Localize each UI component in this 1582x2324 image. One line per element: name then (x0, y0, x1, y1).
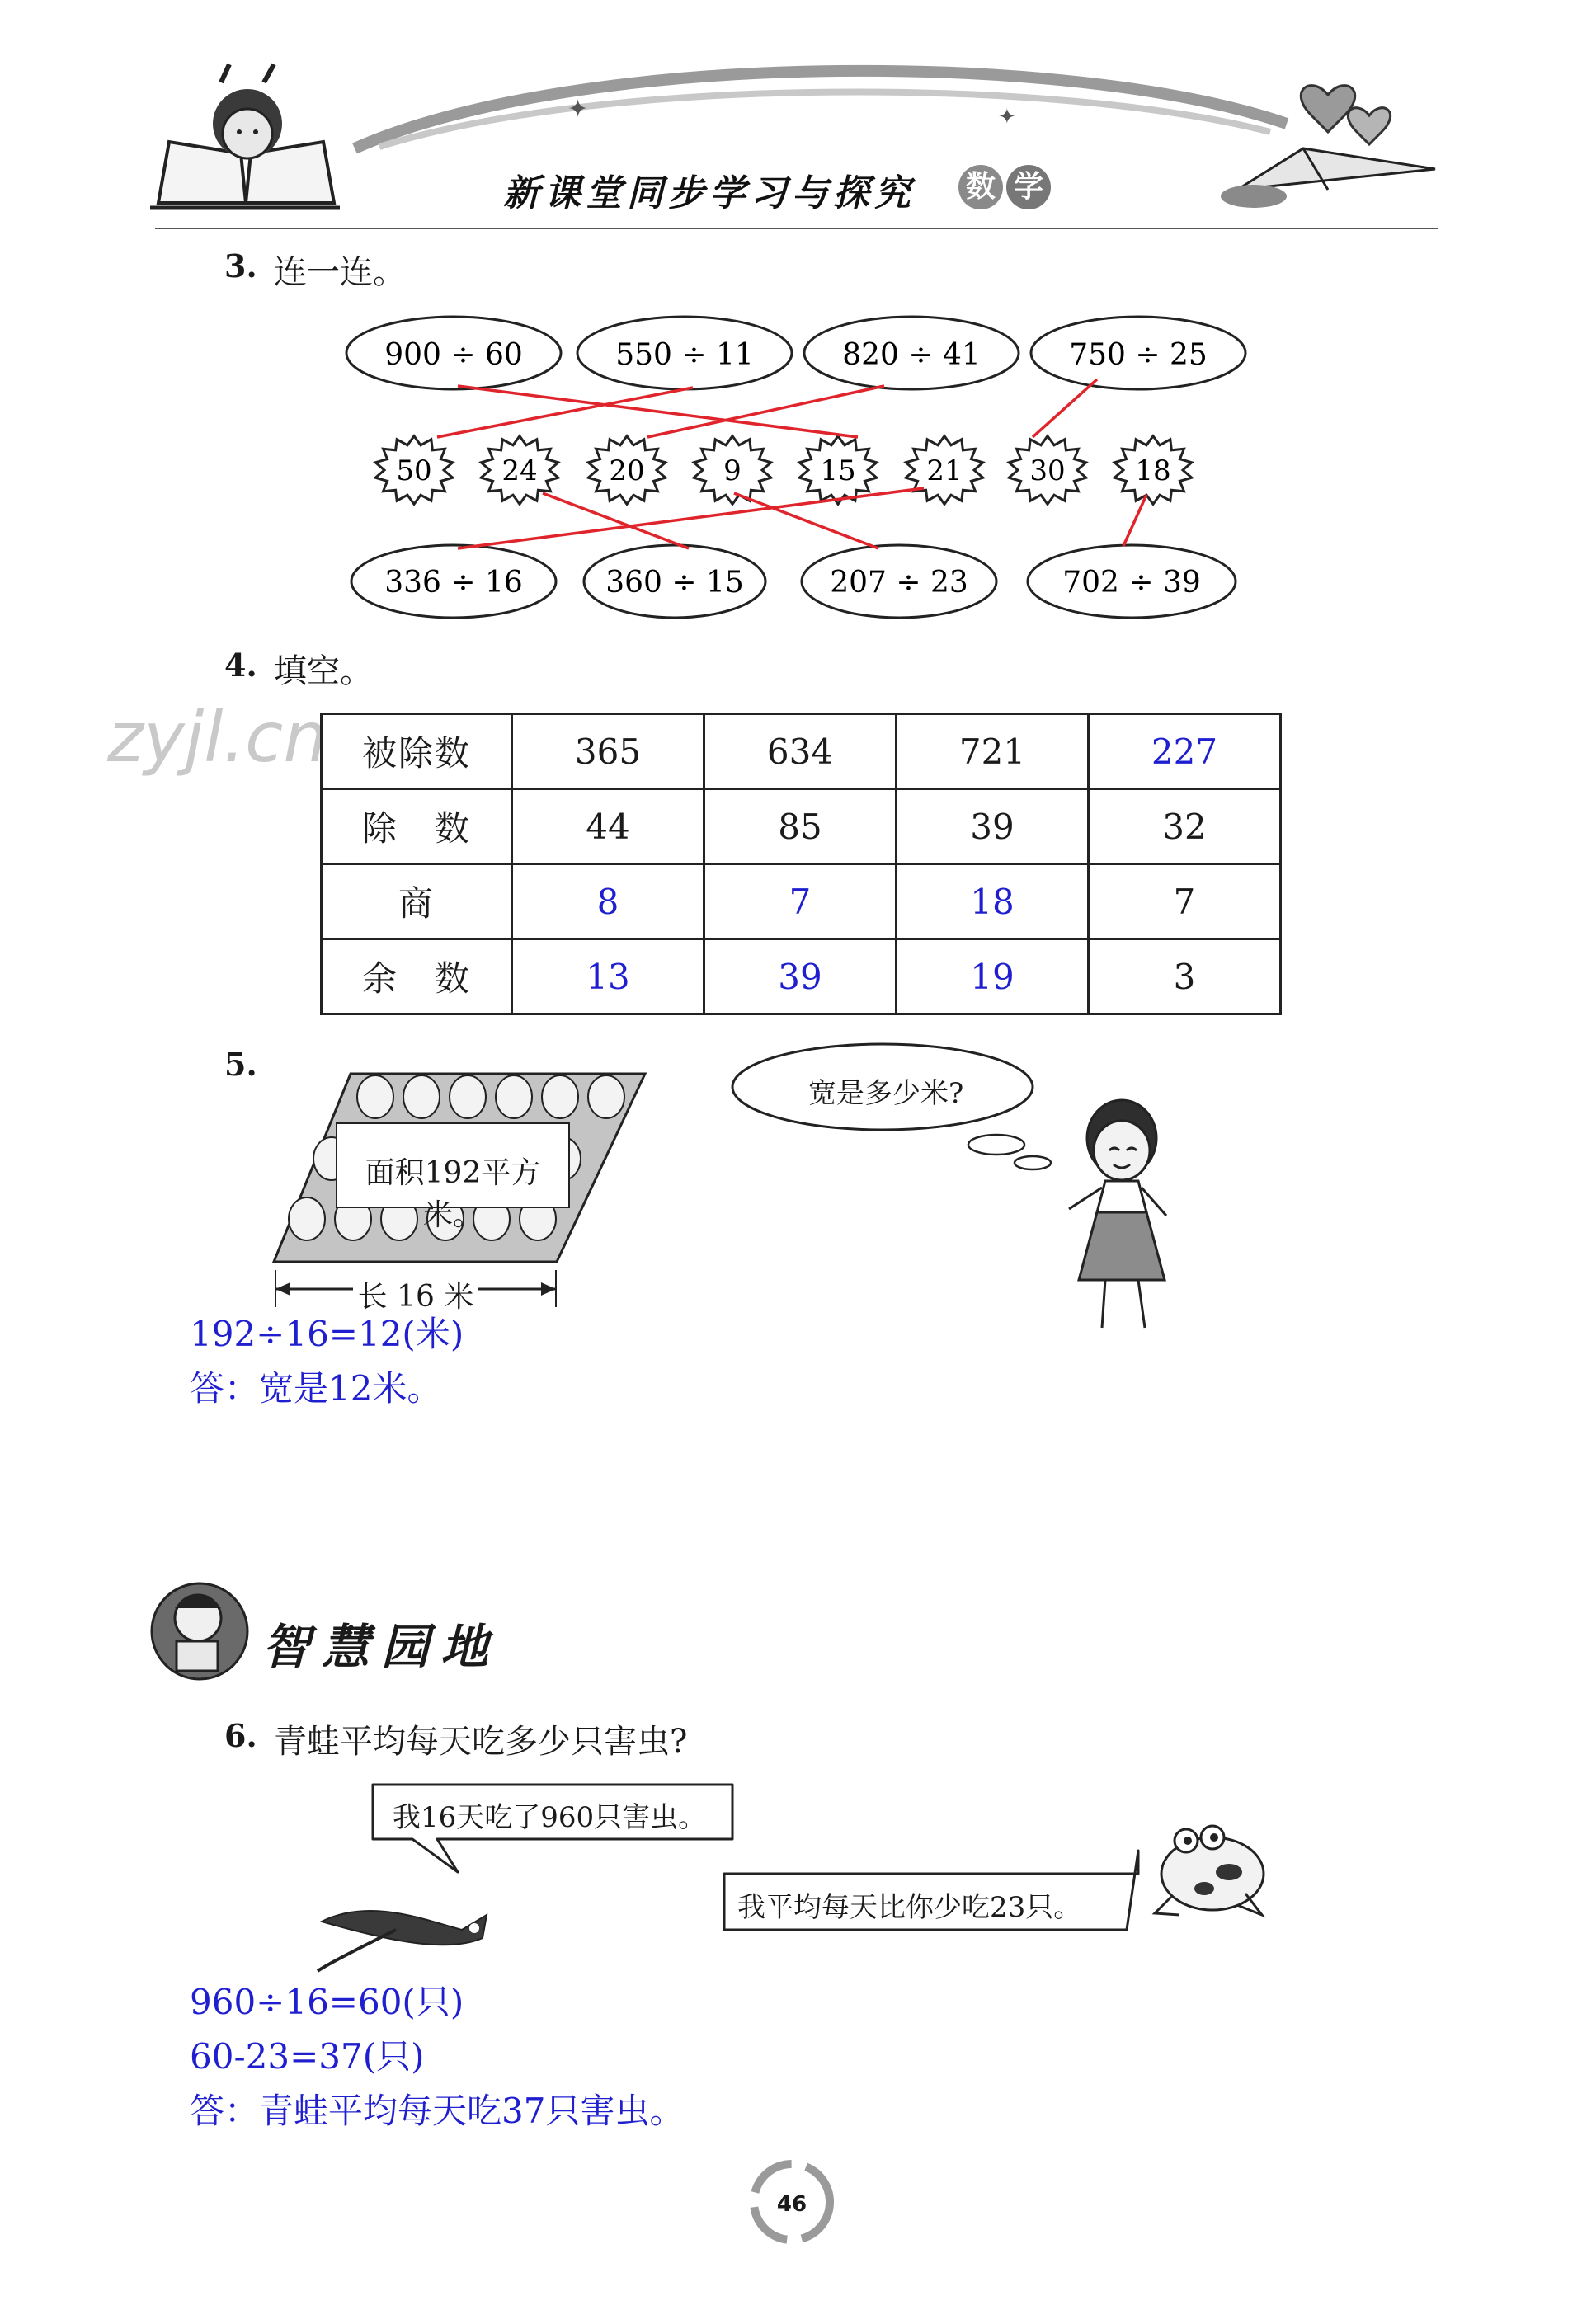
row-label: 被除数 (322, 714, 512, 789)
table-cell-answer: 19 (897, 939, 1089, 1014)
frog-speech-text: 我平均每天比你少吃23只。 (737, 1891, 1082, 1924)
length-label: 长 16 米 (357, 1280, 474, 1314)
table-cell: 44 (512, 789, 704, 864)
top-expression-2: 550 ÷ 11 (615, 338, 754, 372)
answer-line: 答：青蛙平均每天吃37只害虫。 (190, 2091, 685, 2131)
table-cell-answer: 18 (897, 864, 1089, 939)
top-expression-3: 820 ÷ 41 (842, 338, 981, 372)
section-title: 智慧园地 (262, 1619, 501, 1675)
bird-speech-text: 我16天吃了960只害虫。 (393, 1801, 707, 1834)
watermark-text: zyjl.cn (107, 697, 327, 778)
page-number: 46 (776, 2192, 807, 2217)
result-value: 15 (820, 454, 856, 487)
question-number: 5. (224, 1046, 257, 1083)
bottom-expression-1: 336 ÷ 16 (384, 566, 523, 600)
bottom-expression-2: 360 ÷ 15 (605, 566, 744, 600)
table-cell: 39 (897, 789, 1089, 864)
subject-badge: 学 (1006, 165, 1051, 209)
table-cell: 32 (1089, 789, 1281, 864)
answer-line: 192÷16=12(米) (190, 1314, 464, 1354)
star-icon: ✦ (567, 95, 589, 124)
table-cell: 634 (704, 714, 897, 789)
result-value: 24 (501, 454, 538, 487)
table-cell: 7 (1089, 864, 1281, 939)
row-label: 余 数 (322, 939, 512, 1014)
result-value: 30 (1029, 454, 1066, 487)
table-cell: 721 (897, 714, 1089, 789)
table-cell: 85 (704, 789, 897, 864)
row-label: 商 (322, 864, 512, 939)
top-expression-4: 750 ÷ 25 (1069, 338, 1208, 372)
table-cell: 3 (1089, 939, 1281, 1014)
table-cell-answer: 7 (704, 864, 897, 939)
table-cell-answer: 227 (1089, 714, 1281, 789)
result-value: 9 (723, 454, 742, 487)
result-value: 21 (926, 454, 963, 487)
answer-line: 960÷16=60(只) (190, 1982, 464, 2022)
subject-badge: 数 (958, 165, 1003, 209)
result-value: 20 (609, 454, 645, 487)
result-value: 18 (1135, 454, 1171, 487)
bottom-expression-4: 702 ÷ 39 (1062, 566, 1201, 600)
answer-line: 答：宽是12米。 (190, 1368, 442, 1409)
answer-line: 60-23=37(只) (190, 2036, 425, 2077)
girl-speech-text: 宽是多少米? (808, 1077, 964, 1110)
top-expression-1: 900 ÷ 60 (384, 338, 523, 372)
book-series-title: 新课堂同步学习与探究 (503, 172, 916, 214)
table-cell-answer: 8 (512, 864, 704, 939)
question-prompt: 填空。 (274, 652, 373, 690)
question-number: 4. (224, 647, 257, 684)
row-label: 除 数 (322, 789, 512, 864)
question-number: 6. (224, 1717, 257, 1754)
table-cell-answer: 39 (704, 939, 897, 1014)
question-prompt: 连一连。 (274, 253, 406, 291)
result-value: 50 (396, 454, 432, 487)
table-cell-answer: 13 (512, 939, 704, 1014)
bottom-expression-3: 207 ÷ 23 (830, 566, 968, 600)
question-prompt: 青蛙平均每天吃多少只害虫? (274, 1723, 688, 1761)
question-number: 3. (224, 247, 257, 285)
table-cell: 365 (512, 714, 704, 789)
area-label: 面积192平方米。 (365, 1156, 541, 1232)
star-icon: ✦ (998, 105, 1016, 129)
